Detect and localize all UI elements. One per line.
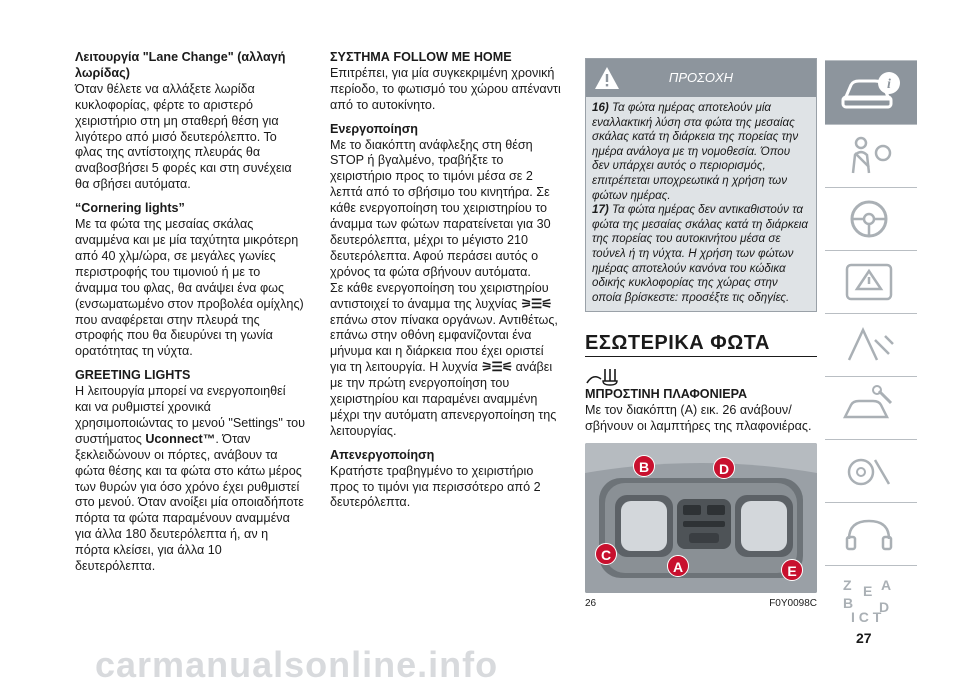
tab-warning-lights[interactable] — [825, 250, 917, 313]
warning-item-17 — [592, 203, 810, 305]
warning-number: 17) — [592, 203, 609, 217]
tab-technical-data[interactable] — [825, 439, 917, 502]
interior-light-icon — [585, 365, 817, 387]
figure-code: F0Y0098C — [769, 597, 817, 609]
follow-me-home-lamp-icon: ⚞☰⚟ — [520, 296, 552, 311]
activation-heading: Ενεργοποίηση — [330, 121, 419, 136]
uconnect-brand: Uconnect™ — [145, 431, 216, 446]
tab-index[interactable] — [825, 565, 917, 626]
front-ceiling-light-heading: ΜΠΡΟΣΤΙΝΗ ΠΛΑΦΟΝΙΕΡΑ — [585, 387, 748, 402]
tab-multimedia[interactable] — [825, 502, 917, 565]
activation-text-2b: επάνω στον πίνακα οργάνων. Αντιθέτως, επάνω στην οθόνη εμφανίζονται ένα μήνυμα και η διάρκεια που έχει οριστεί για τη λειτουργία. Η λυχνία — [330, 312, 558, 375]
greeting-heading: GREETING LIGHTS — [75, 368, 191, 383]
front-ceiling-light-text: Με τον διακόπτη (A) εικ. 26 ανάβουν/σβήνουν οι λαμπτήρες της πλαφονιέρας. — [585, 403, 812, 434]
greeting-text-part-2: . Όταν ξεκλειδώνουν οι πόρτες, ανάβουν τα φώτα θέσης και τα φώτα στο κάτω μέρος των θυρών για όσο χρόνο έχει ρυθμιστεί στο μενού. Όταν ανοίξει μία οποιαδήποτε πόρτα τα φώτα παραμένουν αναμμένα για άλλα 180 δευτερόλεπτα ή, αν η πόρτα κλείσει, για άλλα 10 δευτερόλεπτα. — [75, 431, 304, 574]
column-2 — [330, 50, 562, 511]
svg-text:B: B — [843, 595, 854, 611]
svg-text:D: D — [879, 599, 890, 615]
chapter-sidebar — [825, 60, 917, 626]
activation-text-2a: Σε κάθε ενεργοποίηση του χειριστηρίου αντιστοιχεί το άναμμα της λυχνίας — [330, 280, 549, 311]
warning-number: 16) — [592, 101, 609, 114]
figure-number: 26 — [585, 597, 597, 609]
lane-change-text: Όταν θέλετε να αλλάξετε λωρίδα κυκλοφορίας, φέρτε το αριστερό χειριστήριο στη μη σταθερή θέση για λιγότερο από μισό δευτερόλεπτο. Το φλας της αντίστοιχης πλευράς θα αναβοσβήσει 5 φορές και στη συνέχεια θα σβήσει αυτόματα. — [75, 81, 292, 192]
ceiling-light-photo — [585, 443, 817, 593]
activation-text-1: Με το διακόπτη ανάφλεξης στη θέση STOP ή βγαλμένο, τραβήξτε το χειριστήριο προς το τιμόνι μέσα σε 2 λεπτά από το σβήσιμο του κινητήρα. Σε κάθε ενεργοποίηση του χειριστηρίου το άναμμα των φώτων παρατείνεται για 30 δευτερόλεπτα, μέχρι το μέγιστο 210 δευτερόλεπτα. Αφού περάσει αυτός ο χρόνος τα φώτα σβήνουν αυτόματα. — [330, 137, 551, 279]
tab-emergency[interactable] — [825, 313, 917, 376]
section-title: ΕΣΩΤΕΡΙΚΑ ΦΩΤΑ — [585, 336, 817, 357]
figure-label-e: E — [781, 559, 803, 581]
cornering-text: Με τα φώτα της μεσαίας σκάλας αναμμένα και με μία ταχύτητα μικρότερη από 40 χλμ/ώρα, σε μεγάλες γωνίες περιστροφής του τιμονιού ή με το άναμμα του φλας, θα ανάψει ένα φως (ενσωματωμένο στον προβολέα ομίχλης) που αναφέρεται στην πλευρά της στροφής που θα διευρύνει τη γωνία ορατότητας τη νύχτα. — [75, 217, 304, 359]
warning-light-icon — [839, 259, 899, 305]
activation-text-2 — [330, 281, 562, 440]
svg-text:I C T: I C T — [851, 609, 882, 625]
warning-body — [586, 97, 816, 311]
wrench-car-icon — [839, 385, 899, 431]
page-number: 27 — [856, 630, 872, 646]
follow-me-home-text: Επιτρέπει, για μία συγκεκριμένη χρονική περίοδο, το φωτισμό του χώρου απέναντι από το αυτοκίνητο. — [330, 65, 561, 112]
deactivation-heading: Απενεργοποίηση — [330, 447, 435, 462]
figure-label-a: A — [667, 555, 689, 577]
tab-safety[interactable] — [825, 124, 917, 187]
activation-text-2c: ανάβει με την πρώτη ενεργοποίηση του χειριστηρίου και παραμένει αναμμένη μέχρι την αυτόματη απενεργοποίηση της λειτουργίας. — [330, 360, 557, 438]
multimedia-icon — [839, 511, 899, 557]
index-icon — [839, 574, 899, 626]
steering-wheel-icon — [839, 196, 899, 242]
warning-item-16 — [592, 101, 810, 203]
figure-label-d: D — [713, 457, 735, 479]
svg-text:i: i — [887, 77, 891, 92]
warning-text: Τα φώτα ημέρας δεν αντικαθιστούν τα φώτα της μεσαίας σκάλας κατά τη διάρκεια της πορείας του αυτοκινήτου μέσα σε τούνελ ή τη νύχτα. Η χρήση των φώτων ημέρας αποτελούν κανόνα του κώδικα οδικής κυκλοφορίας της χώρας στην οποία βρίσκεστε: προσέξτε τις οδηγίες. — [592, 203, 808, 304]
cornering-heading: “Cornering lights” — [75, 201, 185, 216]
svg-text:Z: Z — [843, 577, 852, 593]
column-3 — [585, 58, 817, 612]
watermark: carmanualsonline.info — [95, 644, 499, 685]
seatbelt-airbag-icon — [839, 133, 899, 179]
follow-me-home-heading: ΣΥΣΤΗΜΑ FOLLOW ME HOME — [330, 50, 512, 64]
warning-header — [586, 59, 816, 97]
technical-data-icon — [839, 448, 899, 494]
tab-car-info[interactable] — [825, 60, 917, 124]
svg-text:A: A — [881, 577, 892, 593]
figure-label-b: B — [633, 455, 655, 477]
tab-maintenance[interactable] — [825, 376, 917, 439]
tab-driving[interactable] — [825, 187, 917, 250]
warning-text: Τα φώτα ημέρας αποτελούν μία εναλλακτική λύση στα φώτα της μεσαίας σκάλας κατά τη διάρκεια της πορείας την ημέρα ανάλογα με τη νομοθεσία. Όπου δεν υπάρχει αυτός ο περιορισμός, επιτρέπεται υποχρεωτικά η χρήση των φώτων ημέρας. — [592, 101, 799, 202]
emergency-icon — [839, 322, 899, 368]
figure-caption — [585, 596, 817, 612]
figure-label-c: C — [595, 543, 617, 565]
svg-text:E: E — [863, 583, 873, 599]
greeting-text — [75, 384, 305, 575]
greeting-text-part-1: Η λειτουργία μπορεί να ενεργοποιηθεί και να ρυθμιστεί χρονικά χρησιμοποιώντας το μενού "Settings" του συστήματος — [75, 384, 306, 446]
car-info-icon — [839, 69, 903, 115]
lane-change-heading: Λειτουργία "Lane Change" (αλλαγή λωρίδας) — [75, 50, 286, 80]
warning-box — [585, 58, 817, 312]
deactivation-text: Κρατήστε τραβηγμένο το χειριστήριο προς το τιμόνι για περισσότερο από 2 δευτερόλεπτα. — [330, 463, 541, 510]
warning-title: ΠΡΟΣΟΧΗ — [668, 70, 734, 85]
follow-me-home-lamp-icon: ⚞☰⚟ — [481, 360, 513, 375]
column-1 — [75, 50, 305, 575]
